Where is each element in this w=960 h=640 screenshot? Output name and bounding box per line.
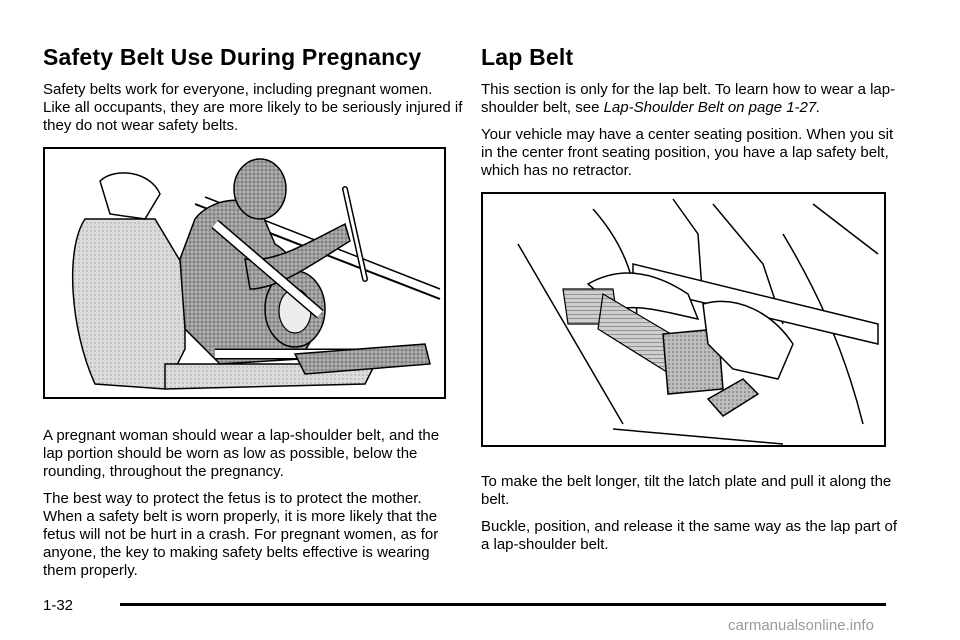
footer-rule [120, 603, 886, 606]
pregnancy-intro-paragraph: Safety belts work for everyone, including pregnant women. Like all occupants, they are more likely to be seriously injured if they do not wear safety belts. [43, 81, 463, 134]
page-number: 1-32 [43, 597, 74, 614]
lap-belt-paragraph-1: Your vehicle may have a center seating position. When you sit in the center front seating position, you have a lap safety belt, which has no retractor. [481, 126, 894, 179]
pregnant-woman-belt-icon [45, 149, 444, 397]
lap-belt-paragraph-3: Buckle, position, and release it the same way as the lap part of a lap-shoulder belt. [481, 518, 898, 553]
pregnancy-paragraph-1: A pregnant woman should wear a lap-shoulder belt, and the lap portion should be worn as low as possible, below the rounding, throughout the pregnancy. [43, 427, 440, 480]
left-column [43, 42, 463, 580]
lap-shoulder-belt-link[interactable]: Lap-Shoulder Belt on page 1-27. [603, 99, 821, 116]
pregnancy-illustration [43, 147, 446, 399]
watermark: carmanualsonline.info [728, 617, 874, 634]
lap-belt-intro-paragraph [481, 81, 901, 117]
lap-belt-intro-text: This section is only for the lap belt. To learn how to wear a lap-shoulder belt, see [481, 81, 896, 116]
section-heading-lap-belt: Lap Belt [481, 44, 574, 70]
lap-belt-illustration [481, 192, 886, 447]
right-column [481, 42, 901, 554]
hands-lap-belt-icon [483, 194, 884, 445]
pregnancy-paragraph-2: The best way to protect the fetus is to protect the mother. When a safety belt is worn properly, it is more likely that the fetus will not be hurt in a crash. For pregnant women, as for anyone, the key to making safety belts effective is wearing them properly. [43, 490, 439, 579]
lap-belt-paragraph-2: To make the belt longer, tilt the latch plate and pull it along the belt. [481, 473, 892, 508]
section-heading-pregnancy: Safety Belt Use During Pregnancy [43, 44, 422, 70]
